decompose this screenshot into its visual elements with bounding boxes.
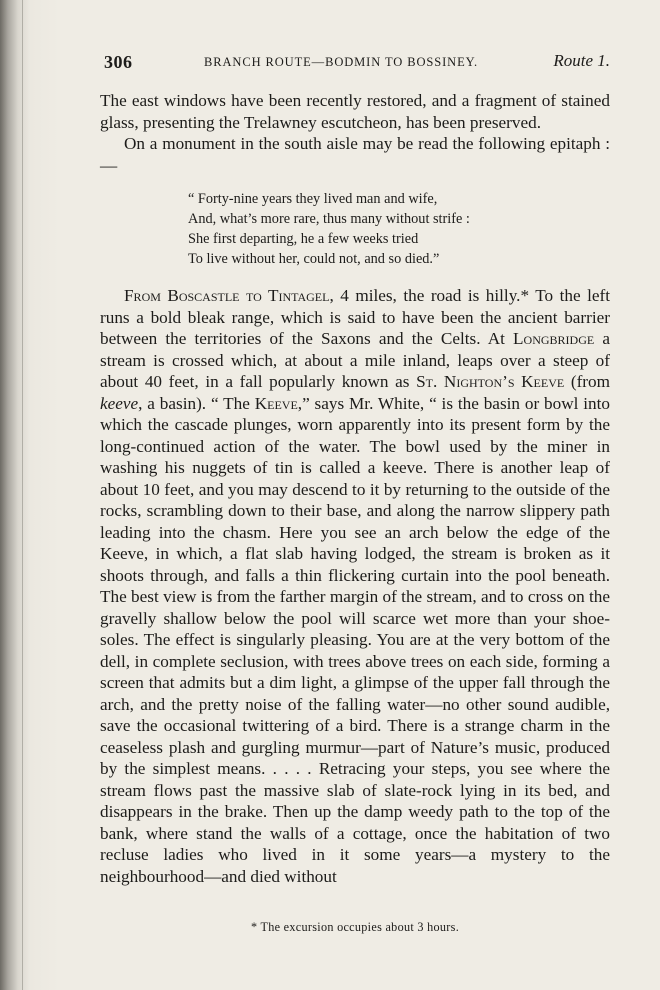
paragraph-windows: The east windows have been recently restored, and a fragment of stained glass, presenting the Trelawney escutcheon, has been preserved. [100, 91, 610, 132]
place-boscastle-tintagel: From Boscastle to Tintagel, [124, 286, 334, 305]
paragraph-monument: On a monument in the south aisle may be read the following epitaph :— [100, 134, 610, 175]
word-keeve-smallcaps: Keeve [254, 393, 298, 413]
verse-line: To live without her, could not, and so died.” [188, 251, 440, 267]
route-label: Route 1. [553, 51, 610, 70]
footnote: * The excursion occupies about 3 hours. [250, 920, 460, 934]
text-block [100, 46, 610, 934]
place-longbridge: Longbridge [513, 329, 595, 348]
word-keeve: keeve [100, 393, 139, 413]
verse-line: “ Forty-nine years they lived man and wife, [188, 191, 438, 207]
text-run: 4 miles, the road is hilly.* To the left runs a bold bleak range, which is said to have been the ancient barrier between the territories of the Saxons and the Celts. At [100, 286, 610, 348]
verse-line: She first departing, he a few weeks tried [188, 231, 419, 247]
binding-edge [22, 0, 23, 990]
paragraph-boscastle-tintagel [100, 285, 610, 887]
text-run: ,” says Mr. White, “ is the basin or bowl into which the cascade plunges, worn apparently into its present form by the long-continued action of the water. The bowl used by the miner in washing his nuggets of tin is called a keeve. There is another leap of about 10 feet, and you may descend to it by returning to the outside of the rocks, scrambling down to their base, and along the narrow slippery path leading into the chasm. Here you see an arch below the edge of the Keeve, in which, a flat slab having lodged, the stream is broken as it shoots through, and falls a thin flickering curtain into the pool beneath. The best view is from the farther margin of the stream, and to cross on the gravelly shallow below the pool will scarce wet more than your shoe-soles. The effect is singularly pleasing. You are at the very bottom of the dell, in complete seclusion, with trees above trees on each side, forming a screen that admits but a dim light, a glimpse of the upper fall through the arch, and the pretty noise of the falling water—no other sound audible, save the occasional twittering of a bird. There is a strange charm in the ceaseless plash and gurgling murmur—part of Nature’s music, produced by the simplest means. . . . . Retracing your steps, you see where the stream flows past the massive slab of slate-rock lying in its bed, and disappears in the brake. Then up the damp weedy path to the top of the bank, where stand the walls of a cottage, once the habitation of two recluse ladies who lived in it some years—a mystery to the neighbourhood—and died without [100, 393, 610, 886]
running-head: BRANCH ROUTE—BODMIN TO BOSSINEY. [204, 55, 478, 69]
text-run: (from [564, 372, 610, 391]
page-header [100, 46, 610, 76]
verse-line: And, what’s more rare, thus many without strife : [188, 211, 470, 227]
place-st-nightons-keeve: St. Nighton’s Keeve [416, 372, 565, 391]
epitaph-verse [188, 189, 610, 269]
page-number: 306 [104, 52, 133, 72]
text-run: , a basin). “ The [138, 393, 255, 413]
text-run: a stream is crossed which, at about a mile inland, leaps over a steep of about 40 feet, in a fall popularly known as [100, 329, 610, 391]
